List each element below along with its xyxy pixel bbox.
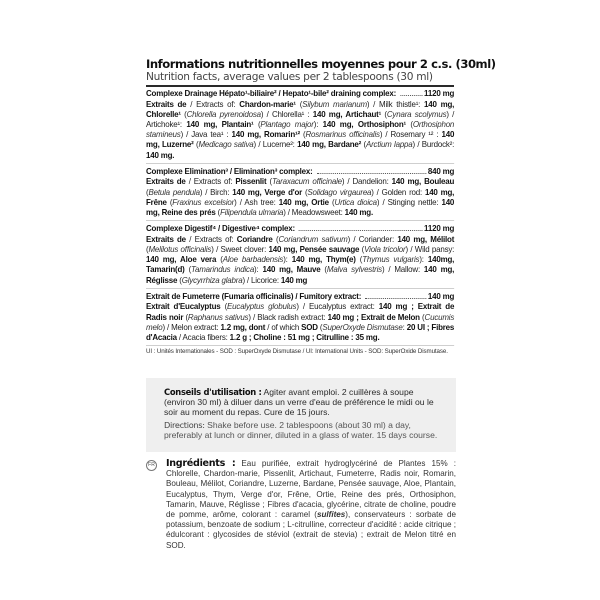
ingredient-name: 140 mg, Plantain¹ (186, 119, 254, 129)
text-run: ( (381, 108, 387, 119)
text-run: ) / Birch: (199, 186, 233, 197)
page-title: Informations nutritionnelles moyennes pour 2 c.s. (30ml) (146, 57, 496, 71)
nutrition-label (146, 57, 496, 356)
section-body (146, 176, 454, 218)
text-run: ( (320, 264, 327, 275)
text-run: ) / Milk thistle¹: (366, 98, 425, 109)
text-run: ) / Melon extract: (162, 321, 221, 332)
section-body (146, 99, 454, 161)
latin-name: Thymus vulgaris (362, 254, 420, 265)
language-badge-icon: FR (146, 460, 157, 471)
text-run: / Extracts of: (185, 233, 237, 244)
latin-name: Melilotus officinalis (148, 244, 212, 255)
ingredient-name: Extraits de (146, 98, 187, 109)
ingredient-name: 140 mg. (146, 149, 175, 160)
ingredient-name: Chardon-marie¹ (239, 98, 296, 109)
advice-en (164, 420, 446, 440)
advice-text-en: Shake before use. 2 tablespoons (about 30 ml) a day, preferably at lunch or dinner, diluted in a glass of water. 15 days course. (164, 419, 438, 440)
section-heading (146, 87, 454, 99)
section-body (146, 234, 454, 286)
text-run: ( (166, 196, 173, 207)
text-run: ( (215, 207, 221, 218)
ingredient-name: 140 mg, Bardane² (297, 139, 362, 150)
directions-title: Directions: (164, 419, 205, 430)
latin-name: Glycyrrhiza glabra (181, 274, 243, 285)
text-run: ) / Sweet clover: (211, 244, 269, 255)
latin-name: Urtica dioica (334, 196, 377, 207)
ingredient-name: 140 mg (280, 274, 308, 285)
text-run: ( (355, 254, 363, 265)
ingredient-name: 140 mg, Bouleau (391, 176, 455, 187)
section-divider (146, 345, 454, 346)
text-run: ( (183, 311, 188, 322)
section-name: Complexe Digestif⁴ / Digestive⁴ complex: (146, 223, 295, 234)
text-run: ) / Java tea¹ : (180, 129, 232, 140)
leader-dots (365, 298, 426, 299)
text-run: ( (302, 186, 308, 197)
advice-text-fr: Agiter avant emploi. 2 cuillères à soupe (environ 30 ml) à diluer dans un verre d'eau de préférence le midi ou le soir au moment du repas. Cure de 15 jours. (164, 387, 434, 418)
ingredient-name: 140 mg, Mauve (262, 264, 321, 275)
text-run: / of which (265, 321, 302, 332)
ingredient-name: 140 mg, Romarin¹² (231, 129, 300, 140)
ingredient-name: 140 mg, Luzerne² (146, 129, 455, 150)
text-run: ) / Licorice: (242, 274, 281, 285)
latin-name: SuperOxyde Dismutase (322, 321, 403, 332)
latin-name: Cucumis melo (146, 311, 455, 332)
ingredients-block (146, 459, 456, 551)
page-subtitle: Nutrition facts, average values per 2 tablespoons (30 ml) (146, 71, 433, 83)
latin-name: Rosmarinus officinalis (305, 129, 380, 140)
text-run: ) / Burdock²: (412, 139, 455, 150)
ingredient-name: 20 UI ; Fibres d'Acacia (146, 321, 455, 343)
text-run: ( (317, 321, 323, 332)
section-divider (146, 163, 454, 164)
ingredients-list-cont: ), conservateurs : sorbate de potassium, benzoate de sodium ; L-citrulline, correcteur d'acidité : acide citrique ; édulcorant : glycosides de stéviol (extrait de stevia) ; extrait de Melon titré en SOD. (166, 510, 456, 550)
section-amount: 1120 mg (424, 88, 455, 98)
latin-name: Tamarindus indica (191, 264, 255, 275)
text-run: ) / Wild pansy: (405, 244, 455, 255)
text-run: ): (313, 119, 323, 129)
section-divider (146, 288, 454, 289)
text-run: ) / Dandelion: (341, 176, 392, 187)
text-run: ( (361, 139, 366, 150)
text-run: ) / Chlorella¹ : (260, 108, 313, 119)
ingredient-name: 1.2 mg, dont (220, 321, 266, 332)
ingredient-name: 140 mg ; Extrait de Radis noir (146, 301, 455, 322)
latin-name: Coriandrum sativum (278, 233, 348, 244)
ingredient-name: 140 mg, Artichaut¹ (312, 108, 382, 119)
latin-name: Solidago virgaurea (307, 186, 372, 197)
section-heading (146, 165, 454, 177)
ingredient-name: Pissenlit (235, 176, 267, 187)
ingredient-name: Extraits de (146, 176, 186, 187)
ingredient-name: 140 mg, Thym(e) (291, 254, 356, 265)
ingredient-name: 140 mg, Réglisse (146, 264, 455, 285)
ingredient-name: Extrait d'Eucalyptus (146, 301, 221, 312)
text-run: ) / Mallow: (381, 264, 424, 275)
latin-name: Chlorella pyrenoidosa (186, 108, 261, 119)
latin-name: Taraxacum officinale (271, 176, 342, 187)
text-run: ( (146, 186, 149, 197)
leader-dots (400, 95, 422, 96)
section-amount: 1120 mg (424, 223, 455, 234)
ingredient-name: 140 mg, Aloe vera (146, 254, 217, 265)
complex-digestive (146, 222, 454, 289)
text-run: ) / Stinging nettle: (376, 196, 442, 207)
units-footnote: UI : Unités Internationales - SOD : SuperOxyde Dismutase / UI: International Units - SOD: SuperOxide Dismutase. (146, 348, 448, 356)
text-run: ( (359, 244, 365, 255)
ingredient-name: 140 mg, Ortie (278, 196, 329, 207)
text-run: : (402, 321, 407, 332)
text-run: / Acacia fibers: (176, 332, 230, 343)
latin-name: Arctium lappa (365, 139, 413, 150)
text-run: ( (299, 129, 306, 140)
text-run: ( (328, 196, 335, 207)
text-run: ( (419, 311, 425, 322)
latin-name: Filipendula ulmaria (220, 207, 284, 218)
leader-dots (299, 230, 422, 231)
advice-title: Conseils d'utilisation : (164, 387, 262, 397)
text-run: ( (220, 301, 228, 312)
latin-name: Viola tricolor (364, 244, 406, 255)
latin-name: Silybum marianum (302, 98, 367, 109)
ingredients-title: Ingrédients : (166, 458, 236, 469)
text-run: ( (405, 119, 413, 129)
ingredient-name: 140 mg. (344, 207, 373, 218)
text-run: ( (272, 233, 279, 244)
text-run: ( (266, 176, 272, 187)
text-run: ( (146, 244, 149, 255)
latin-name: Malva sylvestris (326, 264, 382, 275)
leader-dots (316, 173, 425, 174)
text-run: ) / Meadowsweet: (283, 207, 345, 218)
text-run: ): (419, 254, 428, 265)
text-run: ) / Ash tree: (234, 196, 279, 207)
ingredient-name: SOD (301, 321, 318, 332)
ingredients-text (166, 459, 456, 551)
ingredient-name: 140 mg, Chlorelle¹ (146, 98, 455, 119)
section-name: Complexe Elimination³ / Elimination³ complex: (146, 165, 313, 176)
text-run: ( (180, 108, 187, 119)
ingredient-name: 140 mg, Pensée sauvage (268, 244, 360, 255)
text-run: ) / Rosemary ¹² : (379, 129, 442, 140)
latin-name: Orthosiphon stamineus (146, 119, 455, 140)
section-name: Complexe Drainage Hépato¹-biliaire² / Hepato¹-bile² draining complex: (146, 88, 397, 98)
latin-name: Raphanus sativus (187, 311, 249, 322)
text-run: ): (283, 254, 292, 265)
ingredients-list: Eau purifiée, extrait hydroglycériné de Plantes 15% : Chlorelle, Chardon-marie, Pissenlit, Artichaut, Fumeterre, Radis noir, Romarin, Bouleau, Mélilot, Coriandre, Luzerne, Bardane, Pensée sauvage, Aloe, Plantain, Eucalyptus, Thym, Verge d'or, Frêne, Ortie, Reine des prés, Orthosiphon, Tamarin, Mauve, Réglisse ; Fibres d'acacia, glycérine, citrate de choline, poudre de pomme, arôme, colorant : caramel ( (166, 459, 457, 520)
latin-name: Fraxinus excelsior (172, 196, 235, 207)
section-divider (146, 220, 454, 221)
text-run: ): (254, 264, 263, 275)
text-run: ) / Golden rod: (371, 186, 425, 197)
latin-name: Plantago major (260, 119, 314, 129)
section-heading (146, 290, 454, 302)
ingredient-name: 140mg, Tamarin(d) (146, 254, 455, 275)
ingredient-name: 140 mg, Reine des prés (146, 196, 455, 218)
text-run: ) / Black radish extract: (248, 311, 328, 322)
text-run: ( (193, 139, 199, 150)
section-amount: 140 mg (427, 290, 455, 301)
ingredient-name: 140 mg, Mélilot (397, 233, 455, 244)
allergen-highlight: sulfites (316, 510, 346, 520)
ingredient-name: 140 mg ; Extrait de Melon (327, 311, 420, 322)
text-run: ) / Coriander: (347, 233, 398, 244)
section-name: Extrait de Fumeterre (Fumaria officinalis) / Fumitory extract: (146, 290, 362, 301)
section-body (146, 301, 454, 343)
text-run: ( (295, 98, 303, 109)
latin-name: Cynara scolymus (386, 108, 447, 119)
text-run: ( (216, 254, 223, 265)
latin-name: Medicago sativa (198, 139, 254, 150)
ingredient-name: 140 mg, Verge d'or (232, 186, 303, 197)
text-run: ) / Artichoke¹: (146, 108, 455, 129)
complex-drainage (146, 87, 454, 164)
text-run: ) / Eucalyptus extract: (296, 301, 379, 312)
advice-fr (164, 387, 446, 418)
text-run: ) / Lucerne²: (253, 139, 298, 150)
usage-advice-box (146, 378, 456, 452)
ingredient-name: 140 mg, Orthosiphon¹ (322, 119, 406, 129)
fumitory-extract (146, 290, 454, 346)
ingredient-name: 140 mg, Frêne (146, 186, 455, 207)
section-amount: 840 mg (427, 165, 455, 176)
ingredient-name: Extraits de (146, 233, 186, 244)
latin-name: Aloe barbadensis (222, 254, 284, 265)
latin-name: Eucalyptus globulus (227, 301, 297, 312)
text-run: ( (184, 264, 192, 275)
ingredient-name: Coriandre (236, 233, 273, 244)
text-run: ( (253, 119, 261, 129)
latin-name: Betula pendula (148, 186, 200, 197)
section-heading (146, 222, 454, 234)
text-run: / Extracts of: (186, 98, 240, 109)
text-run: ( (177, 274, 182, 285)
ingredient-name: 1.2 g ; Choline : 51 mg ; Citrulline : 35 mg. (229, 332, 380, 343)
complex-elimination (146, 165, 454, 221)
text-run: / Extracts of: (185, 176, 236, 187)
